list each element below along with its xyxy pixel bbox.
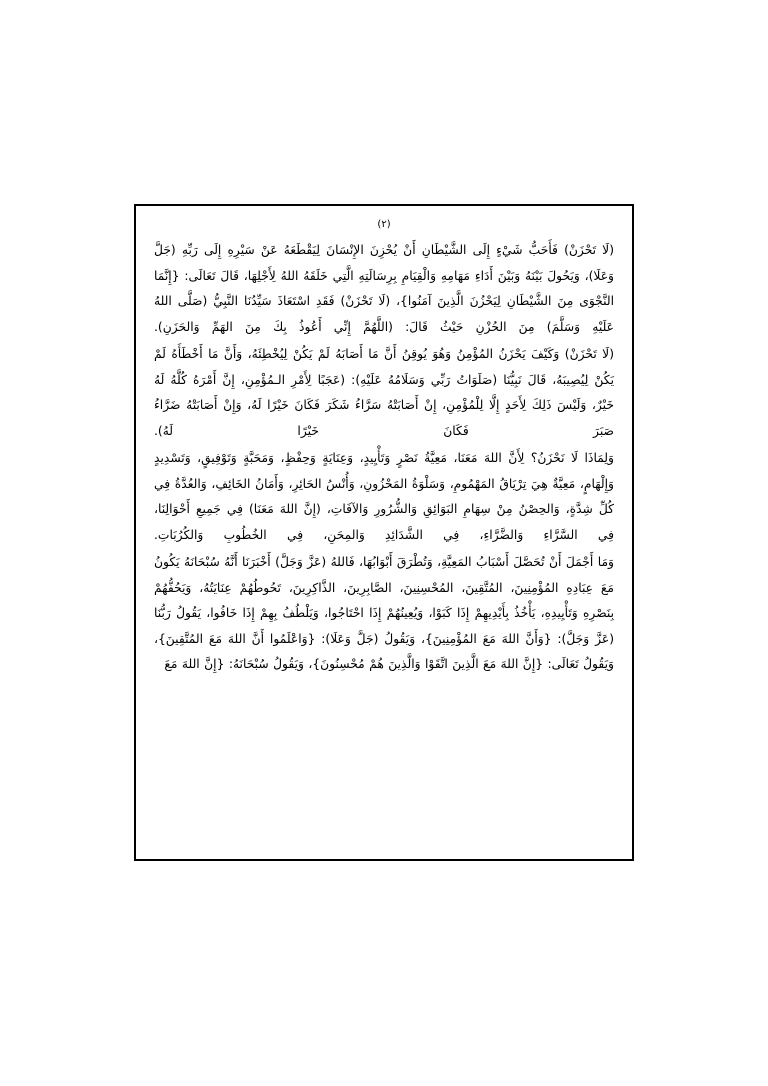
paragraph-4: وَمَا أَجْمَلَ أَنْ تُحَصَّلَ أَسْبَابُ المَعِيَّةِ، وَتُطْرَقَ أَبْوَابُهَا، فَاللهُ (عَزَّ وَجَلَّ) أَخْبَرَنَا أَنَّهُ سُبْحَانَهُ يَكُونُ مَعَ عِبَادِهِ المُؤْمِنِينَ، المُتَّقِينَ، المُحْسِنِينَ، الصَّابِرِينَ، الذَّاكِرِينَ، تَحُوطُهُمْ عِنَايَتُهُ، وَيَحُفُّهُمْ بِنَصْرِهِ وَتَأْيِيدِهِ، يَأْخُذُ بِأَيْدِيهِمْ إِذَا كَبَوْا، وَيُعِينُهُمْ إِذَا احْتَاجُوا، وَيَلْطُفُ بِهِمْ إِذَا خَافُوا، يَقُولُ رَبُّنَا (عَزَّ وَجَلَّ): {وَأَنَّ اللهَ مَعَ المُؤْمِنِينَ}، وَيَقُولُ (جَلَّ وَعَلَا): {وَاعْلَمُوا أَنَّ اللهَ مَعَ المُتَّقِينَ}، وَيَقُولُ تَعَالَى: {إِنَّ اللهَ مَعَ الَّذِينَ اتَّقَوْا وَالَّذِينَ هُمْ مُحْسِنُونَ}، وَيَقُولُ سُبْحَانَهُ: {إِنَّ اللهَ مَعَ bbox=[154, 555, 614, 671]
text-frame bbox=[134, 204, 634, 861]
page-number: (٢) bbox=[377, 219, 391, 230]
paragraph-3: وَلِمَاذَا لَا نَحْزَنُ؟ لِأَنَّ اللهَ مَعَنَا، مَعِيَّةُ نَصْرٍ وَتَأْيِيدٍ، وَعِنَايَةٍ وَحِفْظٍ، وَمَحَبَّةٍ وَتَوْفِيقٍ، وَتَسْدِيدٍ وَإِلْهَامٍ، مَعِيَّةٌ هِيَ تِرْيَاقُ المَهْمُومِ، وَسَلْوَةُ المَحْزُونِ، وَأُنْسُ الحَائِرِ، وَأَمَانُ الخَائِفِ، وَالعُدَّةُ فِي كُلِّ شِدَّةٍ، وَالحِصْنُ مِنْ سِهَامِ البَوَائِقِ وَالشُّرُورِ وَالآفَاتِ، (إِنَّ اللهَ مَعَنَا) فِي جَمِيعِ أَحْوَالِنَا، فِي السَّرَّاءِ وَالضَّرَّاءِ، فِي الشَّدَائِدِ وَالمِحَنِ، فِي الخُطُوبِ وَالكُرُبَاتِ. bbox=[154, 451, 614, 542]
paragraph-1: (لَا تَحْزَنْ) فَأَحَبُّ شَيْءٍ إِلَى الشَّيْطَانِ أَنْ يُحْزِنَ الإِنْسَانَ لِيَقْطَعَهُ عَنْ سَيْرِهِ إِلَى رَبِّهِ (جَلَّ وَعَلَا)، وَيَحُولَ بَيْنَهُ وَبَيْنَ أَدَاءِ مَهَامِهِ وَالْقِيَامِ بِرِسَالَتِهِ الَّتِي خَلَقَهُ اللهُ لِأَجْلِهَا، قَالَ تَعَالَى: {إِنَّمَا النَّجْوَى مِنَ الشَّيْطَانِ لِيَحْزُنَ الَّذِينَ آمَنُوا}، (لَا تَحْزَنْ) فَقَدِ اسْتَعَاذَ سَيِّدُنَا النَّبِيُّ (صَلَّى اللهُ عَلَيْهِ وَسَلَّمَ) مِنَ الحُزْنِ حَيْثُ قَالَ: (اللَّهُمَّ إِنِّي أَعُوذُ بِكَ مِنَ الهَمِّ وَالحَزَنِ). bbox=[154, 243, 614, 334]
paragraph-2: (لَا تَحْزَنْ) وَكَيْفَ يَحْزَنُ المُؤْمِنُ وَهُوَ يُوقِنُ أَنَّ مَا أَصَابَهُ لَمْ يَكُنْ لِيُخْطِئَهُ، وَأَنَّ مَا أَخْطَأَهُ لَمْ يَكُنْ لِيُصِيبَهُ، قَالَ نَبِيُّنَا (صَلَوَاتُ رَبِّي وَسَلَامُهُ عَلَيْهِ): (عَجَبًا لِأَمْرِ الـمُؤْمِنِ، إِنَّ أَمْرَهُ كُلَّهُ لَهُ خَيْرٌ، وَلَيْسَ ذَلِكَ لِأَحَدٍ إِلَّا لِلْمُؤْمِنِ، إِنْ أَصَابَتْهُ سَرَّاءُ شَكَرَ فَكَانَ خَيْرًا لَهُ، وَإِنْ أَصَابَتْهُ ضَرَّاءُ صَبَرَ فَكَانَ خَيْرًا لَهُ). bbox=[154, 347, 614, 438]
